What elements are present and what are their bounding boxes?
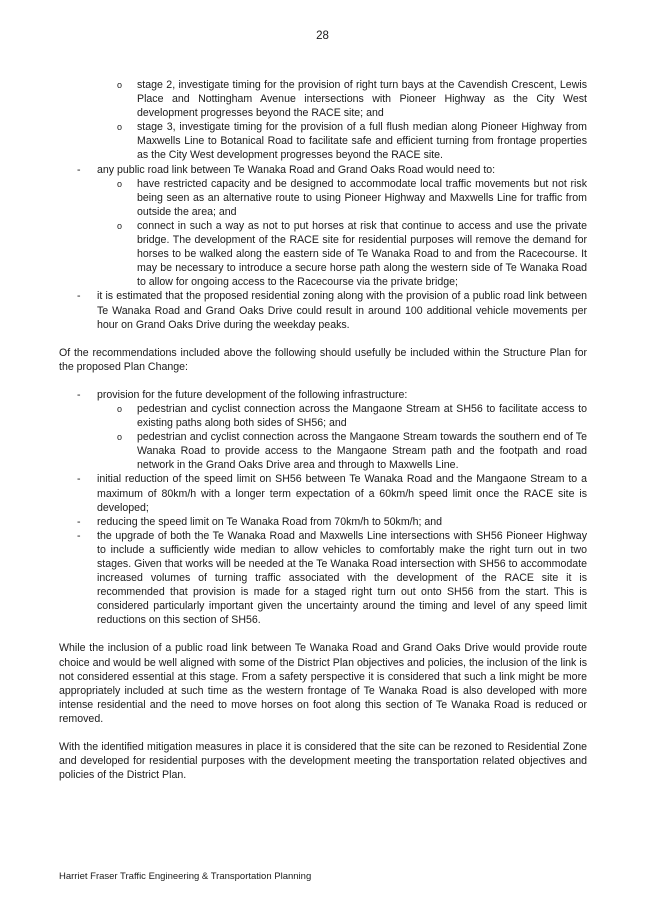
circle-bullet: o bbox=[117, 80, 123, 90]
list-item-text: stage 3, investigate timing for the provision of a full flush median along Pioneer Highway from Maxwells Line to Botanical Road to facilitate safe and efficient turning from frontage properties as the City West development progresses beyond the RACE site. bbox=[137, 121, 587, 162]
list-item-text: initial reduction of the speed limit on SH56 between Te Wanaka Road and the Mangaone Stream to a maximum of 80km/h with a longer term expectation of a 60km/h speed limit once the RACE site is developed; bbox=[97, 473, 587, 514]
list-item-text: have restricted capacity and be designed to accommodate local traffic movements but not risk being seen as an alternative route to using Pioneer Highway and Maxwells Line for traffic from outside the area; and bbox=[137, 177, 587, 218]
list-item-text: pedestrian and cyclist connection across the Mangaone Stream towards the southern end of Te Wanaka Road to provide access to the Mangaone Stream path and the footpath and road network in the Grand Oaks Drive area and through to Maxwells Line. bbox=[137, 431, 587, 472]
paragraph-spacer bbox=[59, 627, 587, 641]
paragraph-spacer bbox=[59, 374, 587, 388]
dash-bullet: - bbox=[77, 163, 81, 176]
dash-bullet: - bbox=[77, 388, 81, 401]
circle-bullet: o bbox=[117, 432, 123, 443]
dash-list-item bbox=[59, 529, 587, 628]
document-body bbox=[59, 78, 587, 782]
circle-bullet: o bbox=[117, 122, 123, 133]
dash-list-item bbox=[59, 515, 587, 529]
list-item-text: stage 2, investigate timing for the provision of right turn bays at the Cavendish Crescent, Lewis Place and Nottingham Avenue intersections with Pioneer Highway as the City West development progresses beyond the RACE site; and bbox=[137, 79, 587, 120]
body-paragraph: Of the recommendations included above the following should usefully be included within the Structure Plan for the proposed Plan Change: bbox=[59, 346, 587, 373]
dash-bullet: - bbox=[77, 290, 81, 303]
list-item-text: the upgrade of both the Te Wanaka Road and Maxwells Line intersections with SH56 Pioneer Highway to include a sufficiently wide median to allow vehicles to comfortably make the right turn out in two stages. Given that works will be needed at the Te Wanaka Road intersection with SH56 to accommodate increased volumes of turning traffic associated with the development of the RACE site it is recommended that provision is made for a staged right turn out onto SH56 from the start. This is considered particularly important given the uncertainty around the timing and level of any speed limit reductions on this section of SH56. bbox=[97, 529, 587, 627]
sub-list-item bbox=[59, 177, 587, 219]
list-item-text: provision for the future development of the following infrastructure: bbox=[97, 388, 408, 401]
circle-bullet: o bbox=[117, 220, 123, 231]
body-paragraph: With the identified mitigation measures in place it is considered that the site can be rezoned to Residential Zone and developed for residential purposes with the development meeting the transportation related objectives and policies of the District Plan. bbox=[59, 741, 587, 782]
list-item-text: it is estimated that the proposed residential zoning along with the provision of a public road link between Te Wanaka Road and Grand Oaks Drive could result in around 100 additional vehicle movements per hour on Grand Oaks Drive during the weekday peaks. bbox=[97, 290, 587, 331]
list-item-text: pedestrian and cyclist connection across the Mangaone Stream at SH56 to facilitate access to existing paths along both sides of SH56; and bbox=[137, 402, 587, 430]
sub-list-item bbox=[59, 402, 587, 430]
sub-list-item bbox=[59, 120, 587, 162]
dash-bullet: - bbox=[77, 515, 81, 528]
sub-list-item bbox=[59, 78, 587, 120]
circle-bullet: o bbox=[117, 178, 123, 189]
list-item-text: any public road link between Te Wanaka Road and Grand Oaks Road would need to: bbox=[97, 163, 496, 176]
dash-bullet: - bbox=[77, 529, 81, 542]
list-item-text: connect in such a way as not to put horses at risk that continue to access and use the private bridge. The development of the RACE site for residential purposes will remove the demand for horses to be walked along the eastern side of Te Wanaka Road to and from the Racecourse. It may be necessary to introduce a secure horse path along the western side of Te Wanaka Road to allow for ongoing access to the Racecourse via the private bridge; bbox=[137, 219, 587, 289]
dash-bullet: - bbox=[77, 473, 81, 486]
list-item-text: reducing the speed limit on Te Wanaka Road from 70km/h to 50km/h; and bbox=[97, 515, 443, 528]
sub-list-item bbox=[59, 219, 587, 289]
paragraph-spacer bbox=[59, 332, 587, 346]
dash-list-item bbox=[59, 388, 587, 402]
circle-bullet: o bbox=[117, 403, 123, 414]
sub-list-item bbox=[59, 430, 587, 472]
page-footer: Harriet Fraser Traffic Engineering & Transportation Planning bbox=[59, 871, 312, 882]
dash-list-item bbox=[59, 163, 587, 177]
page-number: 28 bbox=[316, 30, 329, 42]
paragraph-spacer bbox=[59, 726, 587, 740]
dash-list-item bbox=[59, 472, 587, 514]
body-paragraph: While the inclusion of a public road link between Te Wanaka Road and Grand Oaks Drive would provide route choice and would be well aligned with some of the District Plan objectives and policies, the inclusion of the link is not considered essential at this stage. From a safety perspective it is considered that such a link might be more appropriately included at such time as the western frontage of Te Wanaka Road is also developed with more intense residential and the need to move horses on foot along this section of Te Wanaka Road is reduced or removed. bbox=[59, 642, 587, 725]
dash-list-item bbox=[59, 289, 587, 331]
